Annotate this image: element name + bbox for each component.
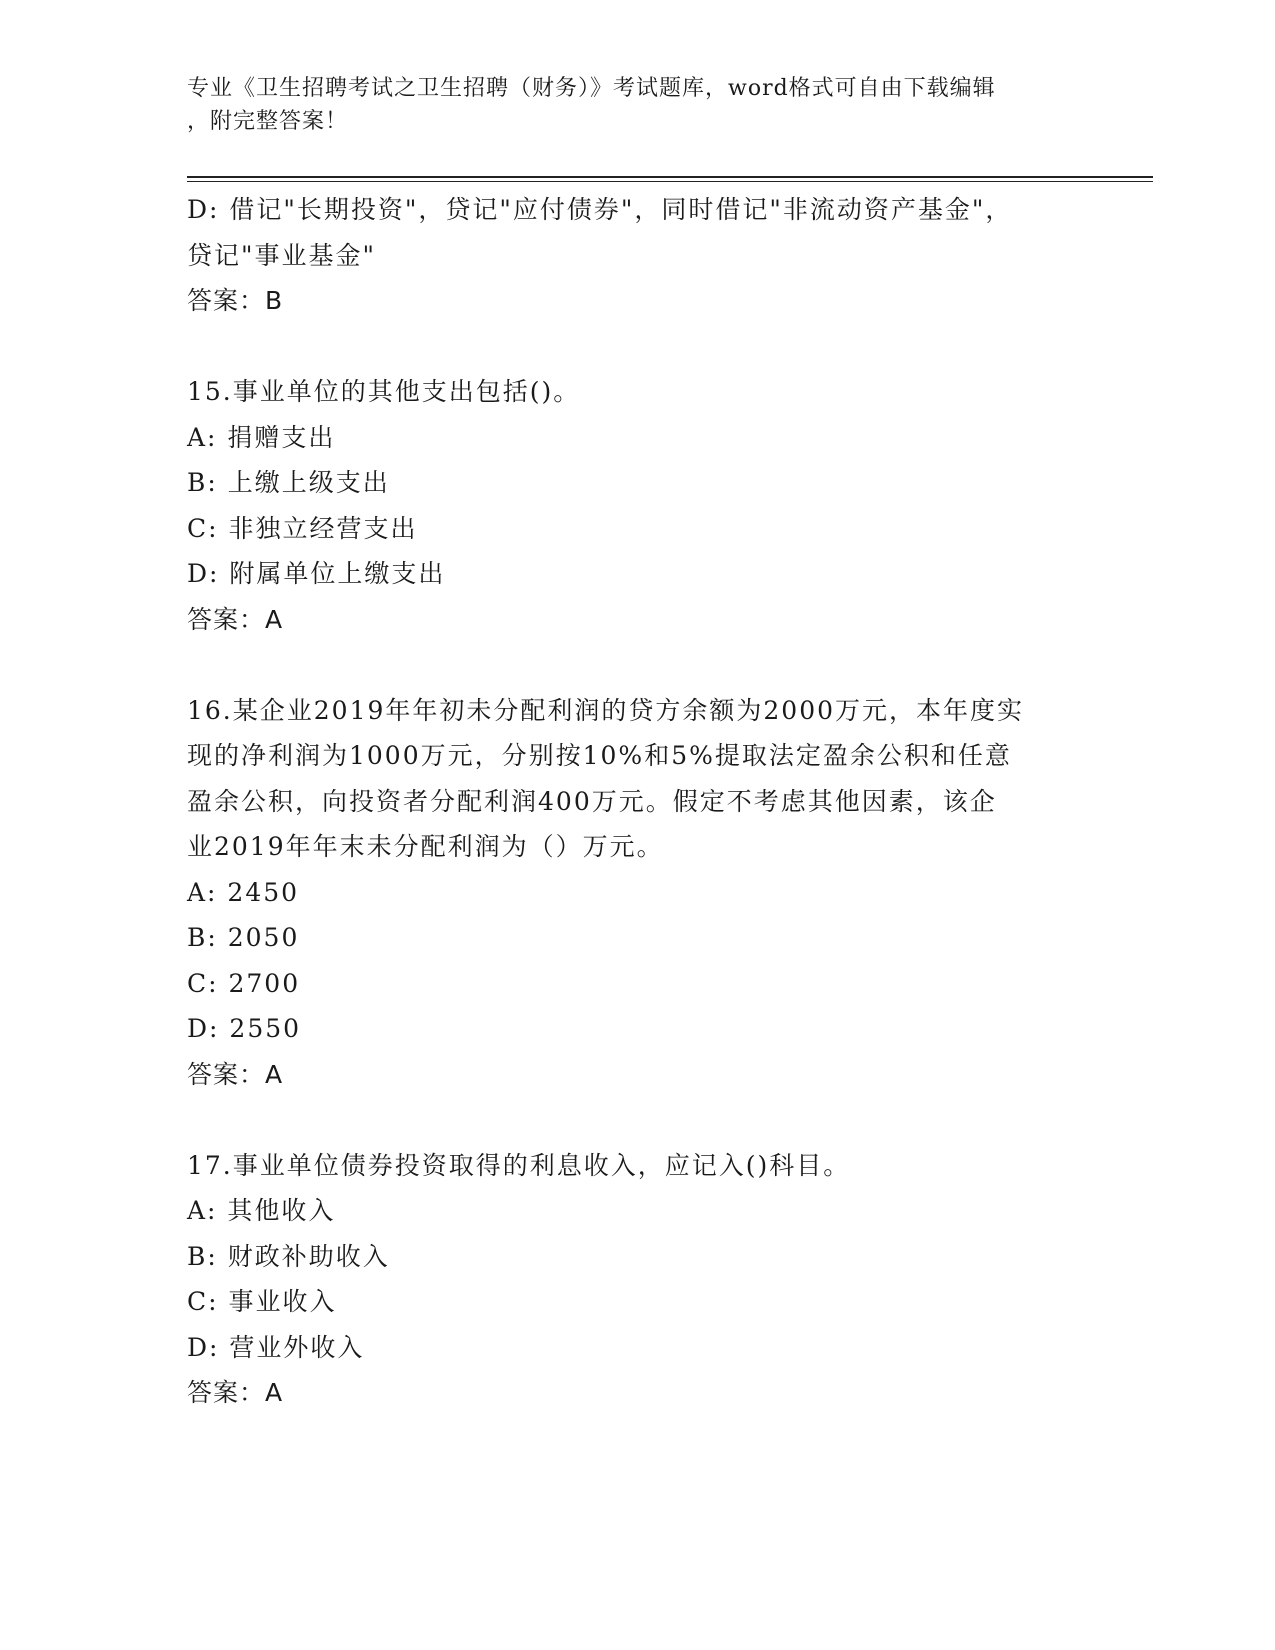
- option-d: D: 借记"长期投资"，贷记"应付债券"，同时借记"非流动资产基金"，: [187, 195, 1013, 224]
- question-15: [187, 369, 1087, 642]
- option-a: A: 其他收入: [187, 1196, 336, 1225]
- option-d: D: 附属单位上缴支出: [187, 559, 446, 588]
- question-stem-line-2: 现的净利润为1000万元，分别按10%和5%提取法定盈余公积和任意: [187, 741, 1012, 770]
- question-stem-line-4: 业2019年年末未分配利润为（）万元。: [187, 832, 664, 861]
- option-d-continued: 贷记"事业基金": [187, 240, 376, 270]
- question-17: [187, 1143, 1087, 1416]
- question-stem-line-1: 16.某企业2019年年初未分配利润的贷方余额为2000万元，本年度实: [187, 695, 1025, 725]
- header-line-1: 专业《卫生招聘考试之卫生招聘（财务）》考试题库，word格式可自由下载编辑: [187, 76, 996, 101]
- answer-label: 答案：A: [187, 1059, 284, 1089]
- header-line-2: ，附完整答案！: [187, 109, 349, 134]
- option-c: C: 2700: [187, 968, 301, 998]
- answer-label: 答案：A: [187, 1378, 284, 1407]
- option-b: B: 财政补助收入: [187, 1241, 390, 1271]
- question-16: [187, 688, 1087, 1098]
- option-c: C: 事业收入: [187, 1287, 337, 1316]
- question-stem-line-3: 盈余公积，向投资者分配利润400万元。假定不考虑其他因素，该企: [187, 786, 997, 816]
- option-d: D: 营业外收入: [187, 1332, 365, 1362]
- question-stem: 17.事业单位债券投资取得的利息收入，应记入()科目。: [187, 1150, 851, 1180]
- option-a: A: 2450: [187, 877, 300, 907]
- answer-label: 答案：A: [187, 604, 284, 634]
- option-c: C: 非独立经营支出: [187, 513, 418, 543]
- option-d: D: 2550: [187, 1014, 302, 1043]
- header-rule-thick: [187, 176, 1153, 178]
- answer-label: 答案：B: [187, 286, 284, 315]
- option-b: B: 上缴上级支出: [187, 468, 390, 497]
- option-a: A: 捐赠支出: [187, 422, 336, 452]
- prev-question-tail: [187, 187, 1087, 324]
- document-header: [187, 72, 1067, 138]
- question-stem: 15.事业单位的其他支出包括()。: [187, 377, 581, 406]
- header-rule-thin: [187, 181, 1153, 182]
- question-list: [187, 187, 1087, 1416]
- option-b: B: 2050: [187, 923, 300, 952]
